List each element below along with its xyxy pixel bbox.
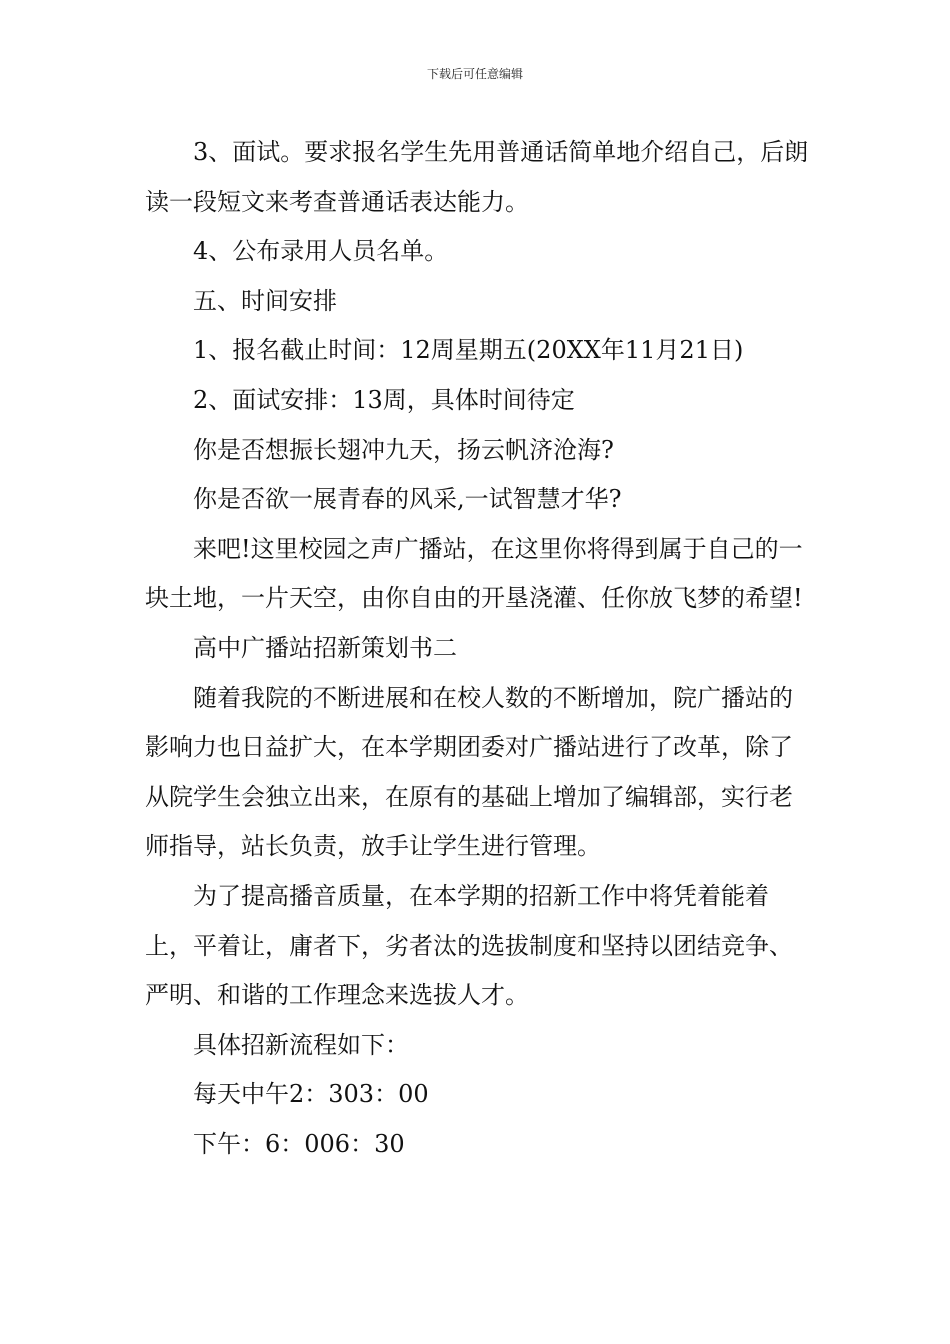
paragraph-invitation: 来吧!这里校园之声广播站，在这里你将得到属于自己的一块土地，一片天空，由你自由的开垦浇灌、任你放飞梦的希望! [145, 534, 803, 613]
paragraph-interview: 3、面试。要求报名学生先用普通话简单地介绍自己，后朗读一段短文来考查普通话表达能力。 [145, 138, 809, 216]
paragraph-afternoon-time: 下午：6：006：30 [193, 1129, 405, 1158]
paragraph-question-2: 你是否欲一展青春的风采,一试智慧才华? [193, 485, 622, 514]
paragraph-process-intro: 具体招新流程如下： [193, 1030, 409, 1059]
paragraph-interview-schedule: 2、面试安排：13周，具体时间待定 [193, 385, 575, 414]
section-heading-schedule: 五、时间安排 [193, 286, 337, 315]
paragraph-announce-list: 4、公布录用人员名单。 [193, 237, 449, 266]
paragraph-background: 随着我院的不断进展和在校人数的不断增加，院广播站的影响力也日益扩大，在本学期团委对广播站进行了改革，除了从院学生会独立出来，在原有的基础上增加了编辑部，实行老师指导，站长负责，放手让学生进行管理。 [145, 683, 793, 861]
paragraph-selection-principle: 为了提高播音质量，在本学期的招新工作中将凭着能着上，平着让，庸者下，劣者汰的选拔制度和坚持以团结竞争、严明、和谐的工作理念来选拔人才。 [145, 881, 793, 1010]
section-title-plan-two: 高中广播站招新策划书二 [193, 633, 457, 662]
page-header: 下载后可任意编辑 [426, 67, 523, 81]
paragraph-question-1: 你是否想振长翅冲九天，扬云帆济沧海? [193, 435, 614, 464]
paragraph-deadline: 1、报名截止时间：12周星期五(20XX年11月21日) [193, 336, 744, 365]
document-body [145, 128, 810, 1169]
paragraph-noon-time: 每天中午2：303：00 [193, 1080, 429, 1109]
